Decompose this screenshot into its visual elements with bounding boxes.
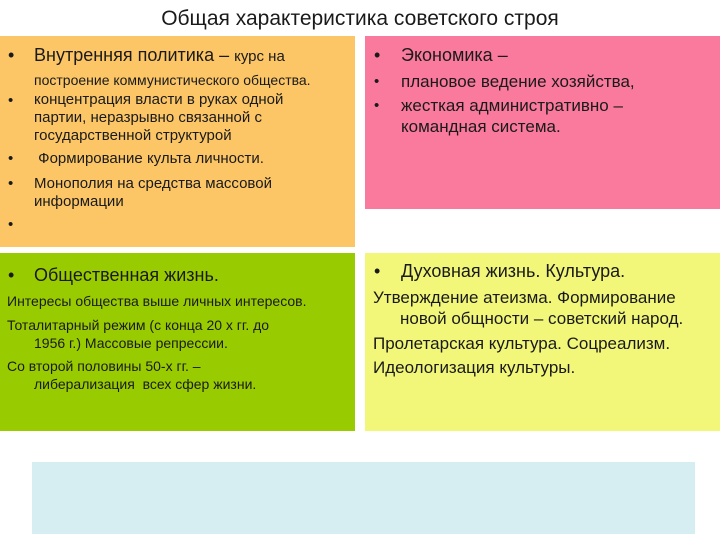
slide-title: Общая характеристика советского строя — [161, 7, 559, 30]
politics-item4 — [34, 175, 272, 211]
empty-panel — [32, 462, 695, 534]
politics-item4-line: Монополия на средства массовой — [34, 175, 272, 192]
bullet: • — [374, 261, 381, 281]
politics-line1: построение коммунистического общества. — [34, 72, 311, 88]
culture-p3: Идеологизация культуры. — [373, 358, 576, 377]
politics-item2-line: партии, неразрывно связанной с — [34, 109, 262, 126]
social-p3-line: Со второй половины 50-х гг. – — [7, 358, 201, 374]
bullet: • — [8, 216, 14, 233]
politics-panel — [0, 36, 355, 247]
social-p3-line: либерализация всех сфер жизни. — [34, 376, 257, 392]
bullet: • — [8, 175, 14, 192]
social-p2-line: Тоталитарный режим (с конца 20 х гг. до — [7, 317, 270, 333]
social-p2 — [7, 316, 269, 352]
politics-item4-line: информации — [34, 193, 124, 210]
culture-p1-line: Утверждение атеизма. Формирование — [373, 288, 676, 307]
social-heading: Общественная жизнь. — [34, 265, 219, 285]
social-p2-line: 1956 г.) Массовые репрессии. — [34, 335, 228, 351]
politics-heading-tail: курс на — [234, 48, 285, 65]
economy-heading: Экономика – — [401, 45, 508, 65]
bullet: • — [374, 73, 380, 90]
bullet: • — [8, 92, 14, 109]
bullet: • — [8, 150, 14, 167]
bullet: • — [8, 265, 15, 285]
bullet: • — [374, 97, 380, 114]
politics-item2 — [34, 91, 283, 145]
social-p1: Интересы общества выше личных интересов. — [7, 293, 307, 309]
bullet: • — [374, 45, 381, 65]
economy-item2: плановое ведение хозяйства, — [401, 72, 635, 91]
social-p3 — [7, 357, 256, 393]
culture-p1 — [373, 287, 683, 329]
economy-panel — [365, 36, 720, 209]
economy-item3-line: жесткая административно – — [401, 96, 623, 115]
politics-heading — [34, 44, 285, 68]
economy-item3-line: командная система. — [401, 117, 561, 136]
social-panel — [0, 253, 355, 431]
culture-p2: Пролетарская культура. Соцреализм. — [373, 334, 671, 353]
bullet: • — [8, 45, 15, 65]
politics-item2-line: концентрация власти в руках одной — [34, 91, 284, 108]
politics-item3: Формирование культа личности. — [34, 150, 264, 167]
culture-panel — [365, 253, 720, 431]
politics-item2-line: государственной структурой — [34, 127, 232, 144]
economy-item3 — [401, 95, 623, 137]
culture-p1-line: новой общности – советский народ. — [400, 309, 684, 328]
culture-heading: Духовная жизнь. Культура. — [401, 261, 626, 281]
politics-heading-main: Внутренняя политика – — [34, 45, 235, 65]
